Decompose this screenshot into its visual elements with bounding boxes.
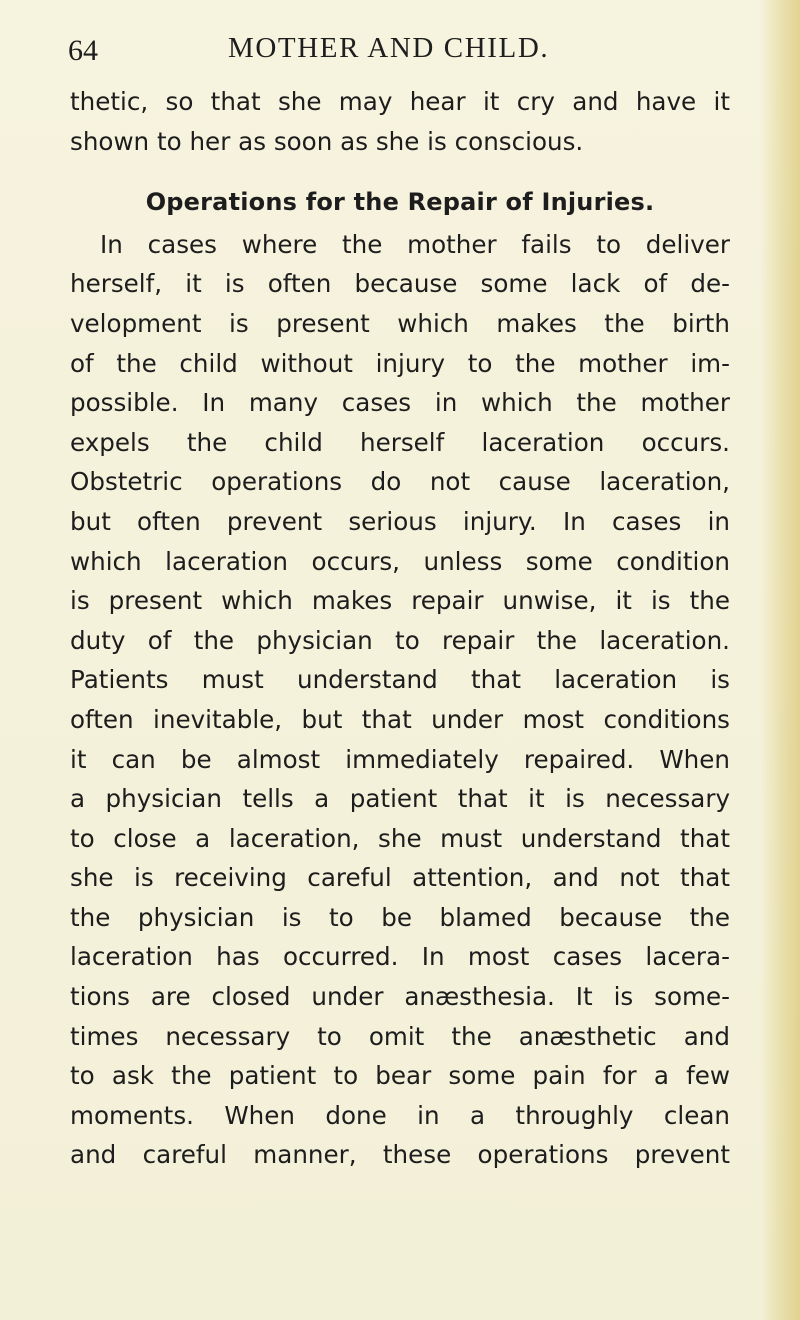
- text-line: Obstetric operations do not cause laceration,: [70, 467, 730, 497]
- body-text: [70, 82, 730, 1175]
- text-line: which laceration occurs, unless some condition: [70, 546, 730, 576]
- text-line: Patients must understand that laceration is: [70, 665, 730, 695]
- text-line: thetic, so that she may hear it cry and have it: [70, 87, 730, 116]
- section-heading: Operations for the Repair of Injuries.: [145, 188, 655, 217]
- text-line: she is receiving careful attention, and not that: [70, 863, 730, 893]
- text-line: tions are closed under anæsthesia. It is some-: [70, 982, 730, 1012]
- running-head: [68, 28, 748, 72]
- text-line: is present which makes repair unwise, it is the: [70, 586, 730, 616]
- page-number: 64: [68, 34, 98, 67]
- running-title: MOTHER AND CHILD.: [228, 32, 550, 64]
- text-line: herself, it is often because some lack of de-: [70, 269, 730, 299]
- text-line: but often prevent serious injury. In cases in: [70, 506, 730, 536]
- text-line: expels the child herself laceration occurs.: [70, 427, 730, 457]
- text-line: In cases where the mother fails to deliver: [100, 229, 730, 259]
- text-line: laceration has occurred. In most cases lacera-: [70, 942, 730, 972]
- paragraph-continued: [70, 82, 730, 161]
- text-line: possible. In many cases in which the mother: [70, 388, 730, 418]
- text-line: it can be almost immediately repaired. When: [70, 744, 730, 774]
- text-line: shown to her as soon as she is conscious.: [70, 126, 584, 156]
- text-line: and careful manner, these operations prevent: [70, 1140, 730, 1170]
- text-line: moments. When done in a throughly clean: [70, 1100, 730, 1130]
- text-line: velopment is present which makes the birth: [70, 308, 730, 338]
- text-line: the physician is to be blamed because the: [70, 902, 730, 932]
- text-line: times necessary to omit the anæsthetic and: [70, 1021, 730, 1051]
- text-line: to close a laceration, she must understand that: [70, 823, 730, 853]
- text-line: to ask the patient to bear some pain for a few: [70, 1061, 730, 1091]
- text-line: a physician tells a patient that it is necessary: [70, 784, 730, 814]
- paragraph-main: [70, 225, 730, 1175]
- text-line: of the child without injury to the mother im-: [70, 348, 730, 378]
- text-line: duty of the physician to repair the laceration.: [70, 625, 730, 655]
- text-line: often inevitable, but that under most conditions: [70, 704, 730, 734]
